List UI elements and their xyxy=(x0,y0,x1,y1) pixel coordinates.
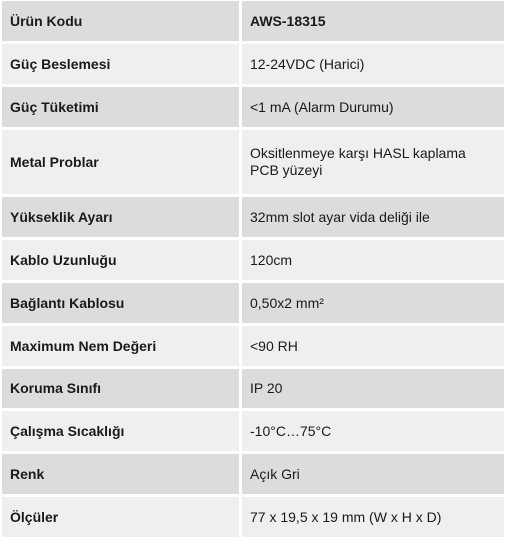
row-label: Ölçüler xyxy=(2,497,242,540)
row-label: Kablo Uzunluğu xyxy=(2,240,242,283)
row-label: Maximum Nem Değeri xyxy=(2,326,242,369)
table-row xyxy=(2,130,504,197)
row-value: -10°C…75°C xyxy=(242,411,504,454)
row-value: IP 20 xyxy=(242,369,504,411)
table-row xyxy=(2,497,504,540)
table-row xyxy=(2,44,504,87)
row-value: AWS-18315 xyxy=(242,1,504,44)
table-row xyxy=(2,240,504,283)
row-value: <90 RH xyxy=(242,326,504,369)
row-label: Yükseklik Ayarı xyxy=(2,197,242,240)
row-value: <1 mA (Alarm Durumu) xyxy=(242,87,504,130)
table-row xyxy=(2,87,504,130)
row-label: Renk xyxy=(2,454,242,497)
row-value: 32mm slot ayar vida deliği ile xyxy=(242,197,504,240)
row-label: Metal Problar xyxy=(2,130,242,197)
table-row xyxy=(2,454,504,497)
row-label: Çalışma Sıcaklığı xyxy=(2,411,242,454)
row-value: 12-24VDC (Harici) xyxy=(242,44,504,87)
row-value: Oksitlenmeye karşı HASL kaplama PCB yüzeyi xyxy=(242,130,504,197)
spec-table xyxy=(2,1,504,540)
row-label: Ürün Kodu xyxy=(2,1,242,44)
row-value: 0,50x2 mm² xyxy=(242,283,504,326)
row-value: Açık Gri xyxy=(242,454,504,497)
row-label: Koruma Sınıfı xyxy=(2,369,242,411)
table-row xyxy=(2,369,504,411)
table-row xyxy=(2,1,504,44)
row-value: 77 x 19,5 x 19 mm (W x H x D) xyxy=(242,497,504,540)
row-label: Güç Tüketimi xyxy=(2,87,242,130)
row-label: Bağlantı Kablosu xyxy=(2,283,242,326)
row-value: 120cm xyxy=(242,240,504,283)
table-row xyxy=(2,197,504,240)
table-row xyxy=(2,411,504,454)
row-label: Güç Beslemesi xyxy=(2,44,242,87)
table-row xyxy=(2,326,504,369)
table-row xyxy=(2,283,504,326)
